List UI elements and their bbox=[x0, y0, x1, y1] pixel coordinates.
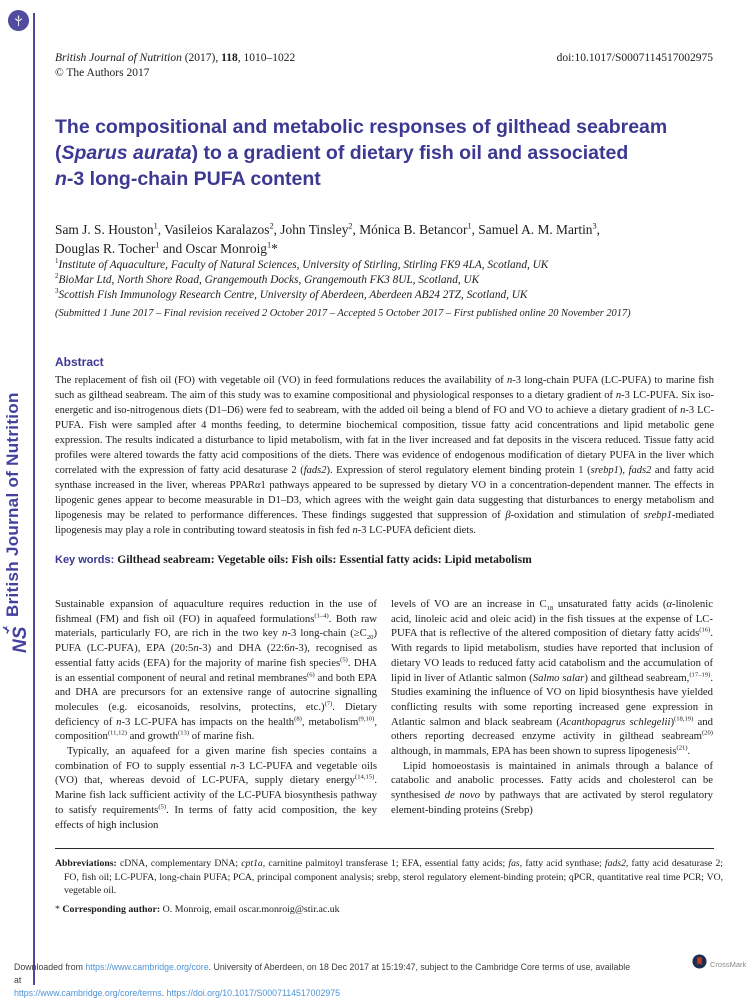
body-paragraph: levels of VO are an increase in $C_{18}$ unsaturated fatty acids (α-linolenic acid, linoleic acid and oleic acid) in the fish tissues at the expense of LC-PUFA that is reflective of the altered composition of dietary fatty acids$^{(16)}$. With regards to lipid metabolism, studies have reported that inclusion of dietary VO leads to reduced fatty acid catabolism and the accumulation of lipid in liver of Atlantic salmon (Salmo salar) and gilthead seabream,$^{(17-19)}$. Studies examining the influence of VO on lipid biosynthesis have yielded conflicting results with some reporting increased gene expression in Atlantic salmon and black seabream (Acanthopagrus schlegelii)$^{(18,19)}$ and others reporting decreased enzyme activity in gilthead seabream$^{(20)}$ although, in mammals, EPA has been shown to supress lipogenesis$^{(21)}$. bbox=[391, 598, 713, 758]
corresponding-author-note: * Corresponding author: O. Monroig, email oscar.monroig@stir.ac.uk bbox=[55, 904, 340, 915]
doi-link[interactable]: https://doi.org/10.1017/S0007114517002975 bbox=[166, 988, 341, 998]
body-paragraph: Lipid homoeostasis is maintained in animals through a balance of catabolic and anabolic processes. Fatty acids and cholesterol can be synthesised de novo by pathways that are activated by sterol regulatory element-binding proteins (Srebp) bbox=[391, 759, 713, 816]
abstract-heading: Abstract bbox=[55, 355, 104, 369]
margin-rule bbox=[33, 13, 35, 985]
download-footer bbox=[14, 961, 634, 1000]
submission-dates: (Submitted 1 June 2017 – Final revision received 2 October 2017 – Accepted 5 October 2017 – First published online 20 November 2017) bbox=[55, 308, 631, 319]
article-title: The compositional and metabolic responses of gilthead seabream (Sparus aurata) to a gradient of dietary fish oil and associated n-3 long-chain PUFA content bbox=[55, 116, 668, 190]
page-header bbox=[55, 51, 713, 80]
copyright-line: © The Authors 2017 bbox=[55, 66, 150, 79]
affiliation-2: $^2$BioMar Ltd, North Shore Road, Grangemouth Docks, Grangemouth FK3 8UL, Scotland, UK bbox=[55, 272, 480, 286]
keywords-text: Gilthead seabream: Vegetable oils: Fish oils: Essential fatty acids: Lipid metabolism bbox=[117, 553, 532, 566]
crossmark-icon bbox=[692, 954, 707, 974]
abbreviations-note: Abbreviations: cDNA, complementary DNA; cpt1a, carnitine palmitoyl transferase 1; EFA, essential fatty acids; fas, fatty acid synthase; fads2, fatty acid desaturase 2; FO, fish oil; LC-PUFA, long-chain PUFA; PCA, principal component analysis; srebp, sterol regulatory element-binding protein; qPCR, quantitative real time PCR; VO, vegetable oil. bbox=[55, 858, 723, 897]
footer-text: Downloaded from bbox=[14, 962, 86, 972]
journal-banner: British Journal of Nutrition bbox=[3, 392, 22, 617]
keywords-label: Key words: bbox=[55, 554, 115, 566]
keywords-line bbox=[55, 553, 714, 566]
ns-logo-icon bbox=[1, 620, 35, 658]
affiliation-3: $^3$Scottish Fish Immunology Research Centre, University of Aberdeen, Aberdeen AB24 2TZ, Scotland, UK bbox=[55, 287, 528, 301]
footer-text: . bbox=[161, 988, 167, 998]
affiliations-block bbox=[55, 258, 713, 303]
body-right-column bbox=[391, 597, 713, 832]
terms-link[interactable]: https://www.cambridge.org/core/terms bbox=[14, 988, 162, 998]
cambridge-core-link[interactable]: https://www.cambridge.org/core bbox=[85, 962, 209, 972]
authors-line: Sam J. S. Houston$^1$, Vasileios Karalazos$^2$, John Tinsley$^2$, Mónica B. Betancor$^1$, Samuel A. M. Martin$^3$, Douglas R. Tocher$^1$ and Oscar Monroig$^1$* bbox=[55, 221, 601, 256]
journal-citation: British Journal of Nutrition (2017), 118, 1010–1022 bbox=[55, 52, 296, 64]
body-left-column bbox=[55, 597, 377, 832]
footnote-rule bbox=[55, 848, 714, 849]
article-body bbox=[55, 597, 714, 832]
doi-text: doi:10.1017/S0007114517002975 bbox=[556, 52, 713, 64]
abstract-text: The replacement of fish oil (FO) with vegetable oil (VO) in feed formulations reduces the availability of n-3 long-chain PUFA (LC-PUFA) to marine fish such as gilthead seabream. The aim of this study was to examine compositional and physiological responses to a dietary gradient of n-3 LC-PUFA. Six iso-energetic and iso-nitrogenous diets (D1–D6) were fed to seabream, with the added oil being a blend of FO and VO to achieve a dietary gradient of n-3 LC-PUFA. Fish were sampled after 4 months feeding, to determine biochemical composition, tissue fatty acid concentrations and lipid metabolic gene expression. The results indicated a disturbance to lipid metabolism, with fat in the liver increased and fat deposits in the viscera reduced. Tissue fatty acid profiles were altered towards the fatty acid compositions of the diets. There was evidence of endogenous modification of dietary PUFA in the liver which correlated with the expression of fatty acid desaturase 2 (fads2). Expression of sterol regulatory element binding protein 1 (srebp1), fads2 and fatty acid synthase increased in the liver, whereas PPARα1 pathways appeared to be supressed by dietary VO in a concentration-dependent manner. The effects in lipogenic genes appear to become measurable in D1–D3, which agrees with the weight gain data suggesting that disturbances to energy metabolism and lipogenesis may be related to performance differences. These findings suggested that suppression of β-oxidation and stimulation of srebp1-mediated lipogenesis may play a role in contributing toward steatosis in fish fed n-3 LC-PUFA deficient diets. bbox=[55, 375, 715, 536]
crossmark-label: CrossMark bbox=[710, 959, 747, 969]
journal-citation-block bbox=[55, 51, 295, 80]
crossmark-badge[interactable] bbox=[692, 954, 746, 974]
body-paragraph: Typically, an aquafeed for a given marine fish species contains a combination of FO to supply essential n-3 LC-PUFA and vegetable oils (VO) that, whereas devoid of LC-PUFA, supply dietary energy$^{(14,15)}$. Marine fish lack sufficient activity of the LC-PUFA biosynthesis pathway to satisfy requirements$^{(5)}$. In terms of fatty acid composition, the key effects of high inclusion bbox=[55, 745, 377, 831]
body-paragraph: Sustainable expansion of aquaculture requires reduction in the use of fishmeal (FM) and fish oil (FO) in aquafeed formulations$^{(1-4)}$. Both raw materials, particularly FO, are rich in the two key n-3 long-chain $(\ge C_{20})$ PUFA (LC-PUFA), EPA (20:5n-3) and DHA (22:6n-3), recognised as essential fatty acids (EFA) for the majority of marine fish species$^{(5)}$. DHA is an essential component of neural and retinal membranes$^{(6)}$ and both EPA and DHA are precursors for an extensive range of autocrine signalling molecules (e.g. eicosanoids, resolvins, protectins, etc.)$^{(7)}$. Dietary deficiency of n-3 LC-PUFA has impacts on the health$^{(8)}$, metabolism$^{(9,10)}$, composition$^{(11,12)}$ and growth$^{(13)}$ of marine fish. bbox=[55, 598, 378, 743]
footer-text: . University of Aberdeen, on 18 Dec 2017 at 15:19:47, subject to the Cambridge Core terms of use, available at bbox=[14, 962, 631, 985]
nutrition-society-icon bbox=[7, 9, 30, 32]
svg-text:NS: NS bbox=[10, 626, 31, 653]
affiliation-1: $^1$Institute of Aquaculture, Faculty of Natural Sciences, University of Stirling, Stirling FK9 4LA, Scotland, UK bbox=[55, 257, 549, 271]
